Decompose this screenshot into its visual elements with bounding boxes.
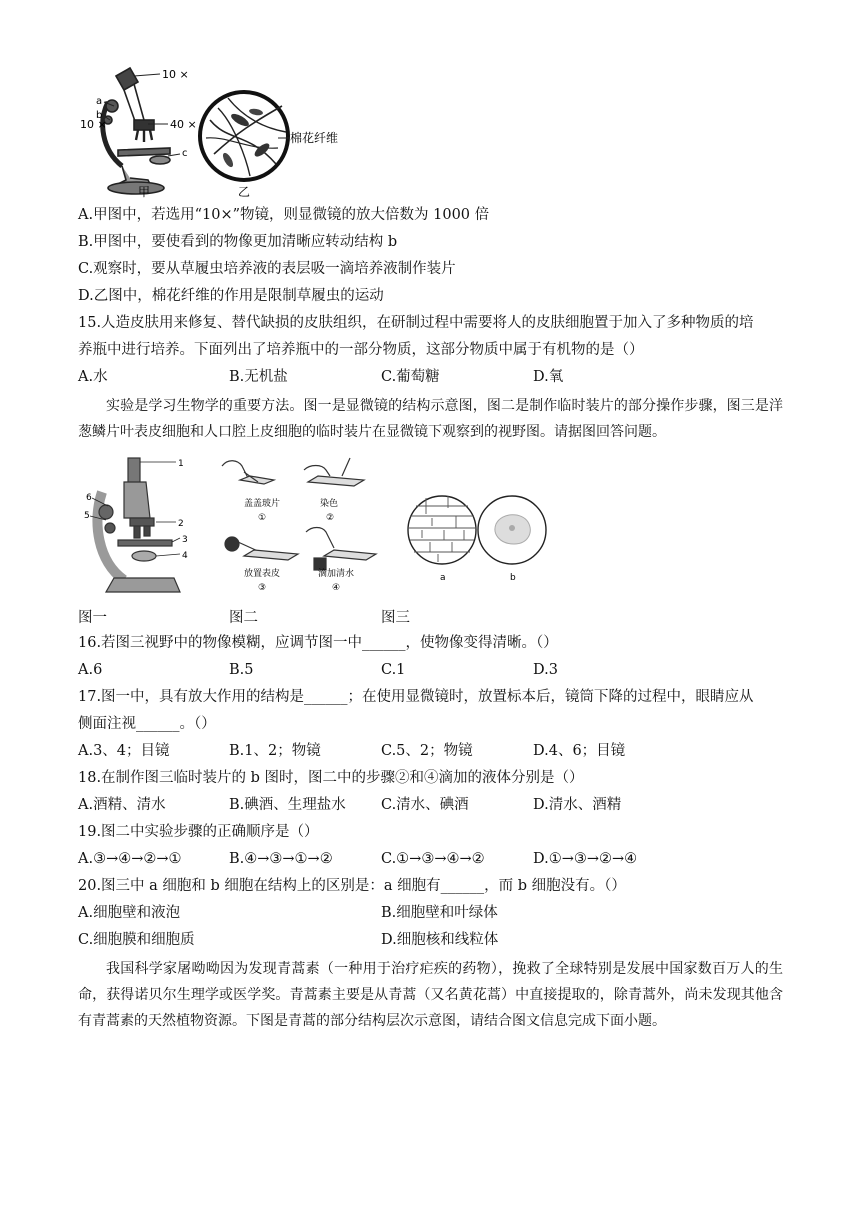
q18-stem: 18.在制作图三临时装片的 b 图时，图二中的步骤②和④滴加的液体分别是（） — [78, 770, 584, 786]
label-40x: 40 × — [170, 118, 197, 131]
q17-option-d: D.4、6；目镜 — [533, 743, 626, 759]
q16-stem: 16.若图三视野中的物像模糊，应调节图一中______，使物像变得清晰。（） — [78, 635, 558, 651]
cheek-cells-view-b — [478, 496, 546, 564]
q15-option-a: A.水 — [78, 369, 108, 385]
q16-option-b: B.5 — [229, 662, 254, 678]
fig2-step3-num: ③ — [258, 583, 267, 593]
q18-option-d: D.清水、酒精 — [533, 797, 622, 813]
q19-option-d: D.①→③→②→④ — [533, 851, 638, 867]
label-cotton-fiber: 棉花纤维 — [290, 131, 338, 145]
q14-option-d: D.乙图中，棉花纤维的作用是限制草履虫的运动 — [78, 288, 384, 304]
q15-option-c: C.葡萄糖 — [381, 369, 440, 385]
fig1-num-2: 2 — [178, 519, 184, 529]
paramecium-field-drawing — [200, 92, 290, 180]
q15-stem-line2: 养瓶中进行培养。下面列出了培养瓶中的一部分物质，这部分物质中属于有机物的是（） — [78, 342, 644, 358]
fig2-step4-label: 滴加清水 — [318, 569, 355, 579]
fig2-step3-label: 放置表皮 — [244, 569, 281, 579]
figure-3-cell-views — [402, 486, 552, 586]
fig3-label-b: b — [510, 573, 516, 583]
figure-2-slide-steps — [214, 452, 384, 597]
q14-option-b: B.甲图中，要使看到的物像更加清晰应转动结构 b — [78, 234, 398, 250]
label-10x-left: 10 × — [80, 118, 107, 131]
q16-option-c: C.1 — [381, 662, 406, 678]
q17-option-b: B.1、2；物镜 — [229, 743, 321, 759]
q17-stem-line2: 侧面注视______。（） — [78, 716, 216, 732]
fig2-caption: 图二 — [229, 610, 258, 626]
figure-microscope-and-paramecium — [78, 62, 338, 200]
q20-option-a: A.细胞壁和液泡 — [78, 905, 181, 921]
fig2-step2-num: ② — [326, 513, 335, 523]
q17-stem-line1: 17.图一中，具有放大作用的结构是______；在使用显微镜时，放置标本后，镜筒下降的过程中，眼睛应从 — [78, 689, 754, 705]
q19-stem: 19.图二中实验步骤的正确顺序是（） — [78, 824, 319, 840]
q14-option-a: A.甲图中，若选用“10×”物镜，则显微镜的放大倍数为 1000 倍 — [78, 207, 490, 223]
q15-stem-line1: 15.人造皮肤用来修复、替代缺损的皮肤组织，在研制过程中需要将人的皮肤细胞置于加入了多种物质的培 — [78, 315, 754, 331]
q19-option-c: C.①→③→④→② — [381, 851, 485, 867]
fig1-num-1: 1 — [178, 459, 184, 469]
q18-option-b: B.碘酒、生理盐水 — [229, 797, 346, 813]
label-jia: 甲 — [138, 185, 151, 199]
fig1-num-6: 6 — [86, 493, 92, 503]
q20-stem: 20.图三中 a 细胞和 b 细胞在结构上的区别是：a 细胞有______，而 b 细胞没有。（） — [78, 878, 626, 894]
q18-option-a: A.酒精、清水 — [78, 797, 166, 813]
fig2-step1-num: ① — [258, 513, 267, 523]
q17-option-c: C.5、2；物镜 — [381, 743, 473, 759]
fig2-step4-num: ④ — [332, 583, 341, 593]
fig3-label-a: a — [440, 573, 446, 583]
q20-option-c: C.细胞膜和细胞质 — [78, 932, 195, 948]
label-part-a: a — [96, 96, 103, 107]
onion-cells-view-a — [408, 496, 476, 564]
fig3-caption: 图三 — [381, 610, 410, 626]
q16-option-a: A.6 — [78, 662, 103, 678]
fig1-num-5: 5 — [84, 511, 90, 521]
q16-option-d: D.3 — [533, 662, 558, 678]
q18-option-c: C.清水、碘酒 — [381, 797, 469, 813]
q20-option-b: B.细胞壁和叶绿体 — [381, 905, 498, 921]
q20-option-d: D.细胞核和线粒体 — [381, 932, 499, 948]
q15-option-d: D.氧 — [533, 369, 564, 385]
fig1-num-3: 3 — [182, 535, 188, 545]
fig1-caption: 图一 — [78, 610, 107, 626]
label-10x-top: 10 × — [162, 68, 189, 81]
figure-1-microscope — [84, 452, 194, 597]
label-yi: 乙 — [238, 185, 251, 199]
q14-option-c: C.观察时，要从草履虫培养液的表层吸一滴培养液制作装片 — [78, 261, 456, 277]
q19-option-b: B.④→③→①→② — [229, 851, 333, 867]
fig2-step2-label: 染色 — [320, 499, 339, 509]
q19-option-a: A.③→④→②→① — [78, 851, 182, 867]
fig1-num-4: 4 — [182, 551, 188, 561]
microscope-jia-drawing — [103, 68, 180, 194]
experiment-intro-paragraph: 实验是学习生物学的重要方法。图一是显微镜的结构示意图，图二是制作临时装片的部分操作步骤，图三是洋葱鳞片叶表皮细胞和人口腔上皮细胞的临时装片在显微镜下观察到的视野图。请据图回答问题。 — [78, 398, 783, 440]
q15-option-b: B.无机盐 — [229, 369, 288, 385]
label-part-c: c — [182, 148, 188, 159]
fig2-step1-label: 盖盖玻片 — [244, 499, 281, 509]
q17-option-a: A.3、4；目镜 — [78, 743, 170, 759]
label-part-b: b — [96, 110, 103, 121]
artemisinin-intro-paragraph: 我国科学家屠呦呦因为发现青蒿素（一种用于治疗疟疾的药物），挽救了全球特别是发展中国家数百万人的生命，获得诺贝尔生理学或医学奖。青蒿素主要是从青蒿（又名黄花蒿）中直接提取的，除青蒿外，尚未发现其他含有青蒿素的天然植物资源。下图是青蒿的部分结构层次示意图，请结合图文信息完成下面小题。 — [78, 961, 783, 1029]
